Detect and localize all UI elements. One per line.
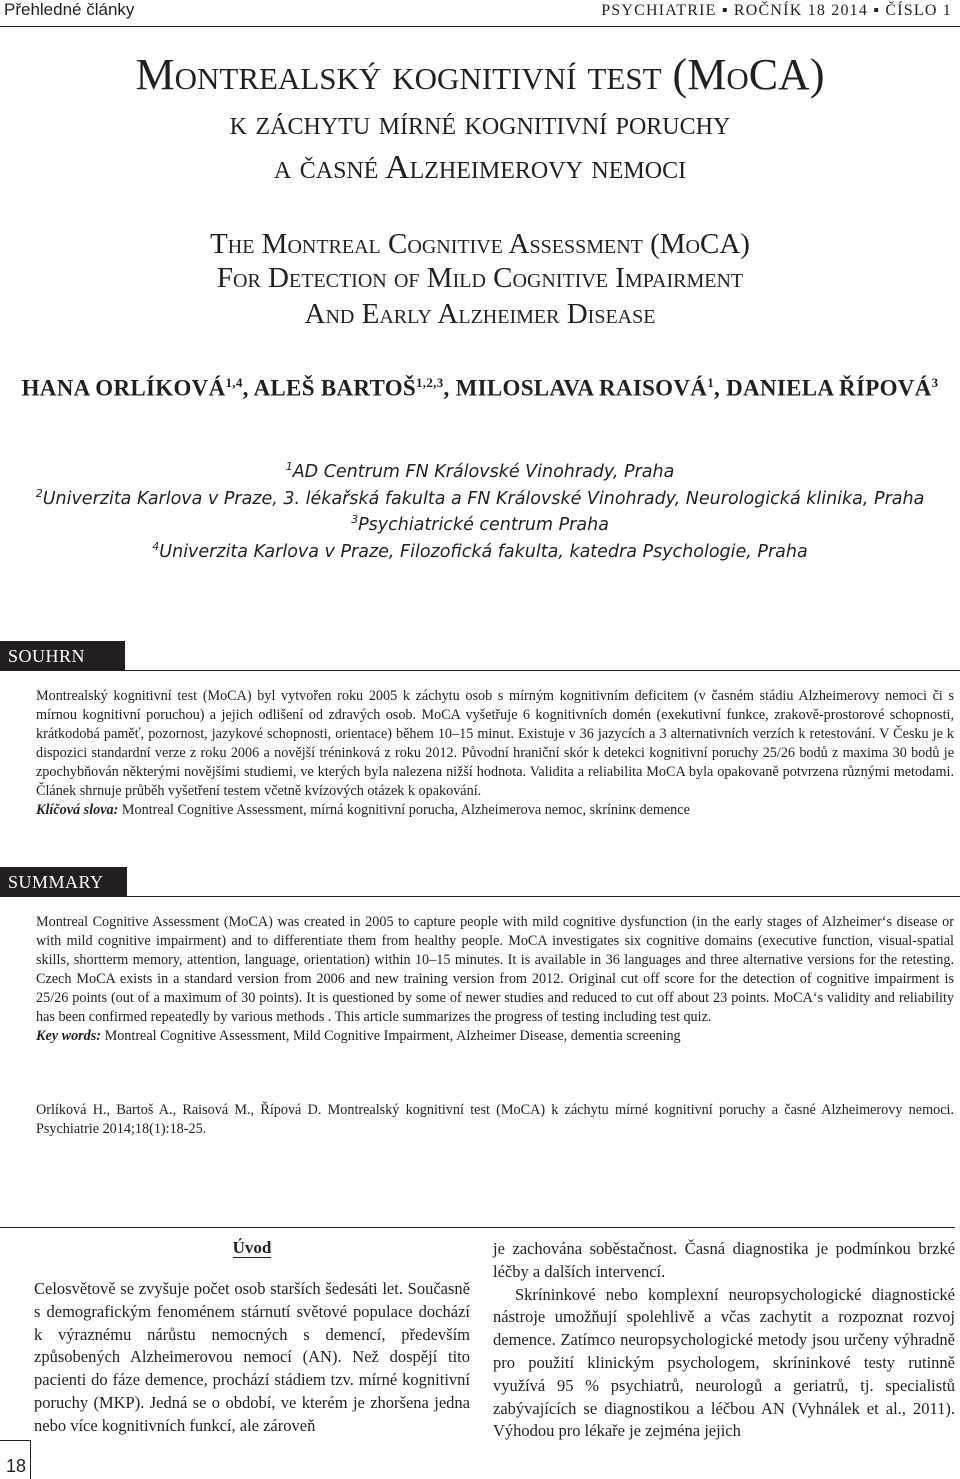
intro-paragraph: je zachována soběstačnost. Časná diagnostika je podmínkou brzké léčby a dalších intervencí. [493,1239,955,1281]
intro-heading-text: Úvod [232,1238,272,1257]
title-cz-line1: Montrealský kognitivní test (MoCA) [135,50,825,99]
year: 2014 [831,2,869,19]
author-affil: 1,2,3 [416,375,444,390]
title-cz-line3: a časné Alzheimerovy nemoci [273,149,687,186]
keywords-label: Key words: [36,1028,102,1044]
author-sep: , [714,375,727,401]
keywords-text: Montreal Cognitive Assessment, mírná kognitivní porucha, Alzheimerova nemoc, skríninк demence [121,802,690,818]
affiliation-1 [0,460,960,482]
summary-heading: SUMMARY [0,867,127,897]
author-name: MILOSLAVA RAISOVÁ [455,375,708,401]
author-affil: 1,4 [225,375,243,390]
title-cz-line2: k záchytu mírné kognitivní poruchy [229,105,731,142]
affiliation-4 [0,540,960,562]
title-en-line2: For Detection of Mild Cognitive Impairment [216,262,744,294]
issue: ČÍSLO 1 [885,2,952,19]
summary-rule [0,896,960,897]
volume: ROČNÍK 18 [733,2,827,19]
affiliation-text: Univerzita Karlova v Praze, Filozofická fakulta, katedra Psychologie, Praha [159,541,808,562]
author-sep: , [443,375,456,401]
page-corner-vrule [30,1440,31,1479]
keywords-text: Montreal Cognitive Assessment, Mild Cognitive Impairment, Alzheimer Disease, dementia screening [104,1028,681,1044]
affiliation-text: AD Centrum FN Královské Vinohrady, Praha [292,461,675,482]
page-number: 18 [6,1456,27,1476]
author-sep: , [242,375,254,401]
author-affil: 1 [707,375,714,390]
souhrn-body [36,687,954,820]
souhrn-keywords [36,801,954,820]
author-affil: 3 [931,375,939,390]
intro-paragraph: Skríninkové nebo komplexní neuropsychologické diagnostické nástroje umožňují spolehlivě a včas zachytit a rozpoznat rozvoj demence. Zatímco neuropsychologické metody jsou určeny výhradně pro použití klinickým psychologem, skríninkové testy rutinně využívá 95 % psychiatrů, neurologů a geriatrů, tj. specialistů zabývajících se diagnostikou a léčbou AN (Vyhnálek et al., 2011). Výhodou pro lékaře je zejména jejich [493,1284,955,1441]
summary-body [36,913,954,1046]
affiliation-text: Psychiatrické centrum Praha [358,514,609,535]
keywords-label: Klíčová slova: [36,802,119,818]
intro-left-column [34,1278,470,1438]
author-name: HANA ORLÍKOVÁ [21,375,226,401]
affiliation-number: 4 [152,540,160,553]
affiliation-2 [0,487,960,509]
section-label: Přehledné články [4,0,135,19]
intro-paragraph: Celosvětově se zvyšuje počet osob starších šedesáti let. Současně s demografickým fenoménem stárnutí světové populace dochází k výraznému nárůstu nemocných s demencí, především způsobených Alzheimerovou nemocí (AN). Než dospějí tito pacienti do fáze demence, prochází stádiem tzv. mírné kognitivní poruchy (MKP). Jedná se o období, ve kterém je zhoršena jedna nebo více kognitivních funkcí, ale zároveň [34,1279,470,1435]
title-en-line3: And Early Alzheimer Disease [304,298,656,330]
affiliation-3 [0,513,960,535]
summary-keywords [36,1027,954,1046]
souhrn-text: Montrealský kognitivní test (MoCA) byl vytvořen roku 2005 k záchytu osob s mírným kognitivním deficitem (v časném stádiu Alzheimerovy nemoci či s mírnou kognitivní poruchou) a jejich odlišení od zdravých osob. MoCA vyšetřuje 6 kognitivních domén (exekutivní funkce, zrakově-prostorové schopnosti, krátkodobá paměť, pozornost, jazykové schopnosti, orientace) během 10–15 minut. Existuje v 36 jazycích a 3 alternativních verzích k retestování. V Česku je k dispozici standardní verze z roku 2006 a novější tréninková z roku 2012. Původní hraniční skór k detekci kognitivní poruchy 25/26 bodů z maxima 30 bodů je zpochybňován některými novějšími studiemi, ve kterých byla nalezena nižší hodnota. Validita a reliabilita MoCA byla opakovaně potvrzena různými metodami. Článek shrnuje průběh vyšetření testem včetně kvízových otázek k opakování. [36,688,954,799]
citation-text: Orlíková H., Bartoš A., Raisová M., Řípová D. Montrealský kognitivní test (MoCA) k záchytu mírné kognitivní poruchy a časné Alzheimerovy nemoci. Psychiatrie 2014;18(1):18-25. [36,1102,954,1137]
intro-heading [34,1238,470,1258]
affiliation-number: 1 [285,460,293,473]
affiliation-number: 2 [35,487,43,500]
body-rule [0,1227,955,1228]
author-list [0,375,960,402]
summary-text: Montreal Cognitive Assessment (MoCA) was created in 2005 to capture people with mild cognitive dysfunction (in the early stages of Alzheimer‘s disease or with mild cognitive impairment) and to differentiate them from healthy people. MoCA investigates six cognitive domains (executive function, visual-spatial skills, shortterm memory, attention, language, orientation) within 10–15 minutes. It is available in 36 languages and three alternative versions for the retesting. Czech MoCA exists in a standard version from 2006 and new training version from 2012. Original cut off score for the detection of cognitive impairment is 25/26 points (out of a maximum of 30 points). It is questioned by some of newer studies and reduced to cut off about 23 points. MoCA‘s validity and reliability has been confirmed repeatedly by various methods . This article summarizes the progress of testing including test quiz. [36,914,954,1025]
separator-2: ▪ [873,2,881,19]
journal-name: PSYCHIATRIE [601,2,717,19]
author-name: DANIELA ŘÍPOVÁ [726,375,932,401]
page-corner-rule [0,1440,30,1441]
souhrn-heading: SOUHRN [0,641,125,671]
header-rule [0,26,960,27]
title-en-line1: The Montreal Cognitive Assessment (MoCA) [210,228,750,260]
citation [36,1101,954,1139]
intro-right-column [493,1238,955,1443]
journal-header [601,2,952,20]
author-name: ALEŠ BARTOŠ [253,375,416,401]
affiliation-text: Univerzita Karlova v Praze, 3. lékařská fakulta a FN Královské Vinohrady, Neurologická klinika, Praha [42,488,925,509]
affiliation-number: 3 [351,513,359,526]
separator-1: ▪ [721,2,729,19]
souhrn-rule [0,670,960,671]
